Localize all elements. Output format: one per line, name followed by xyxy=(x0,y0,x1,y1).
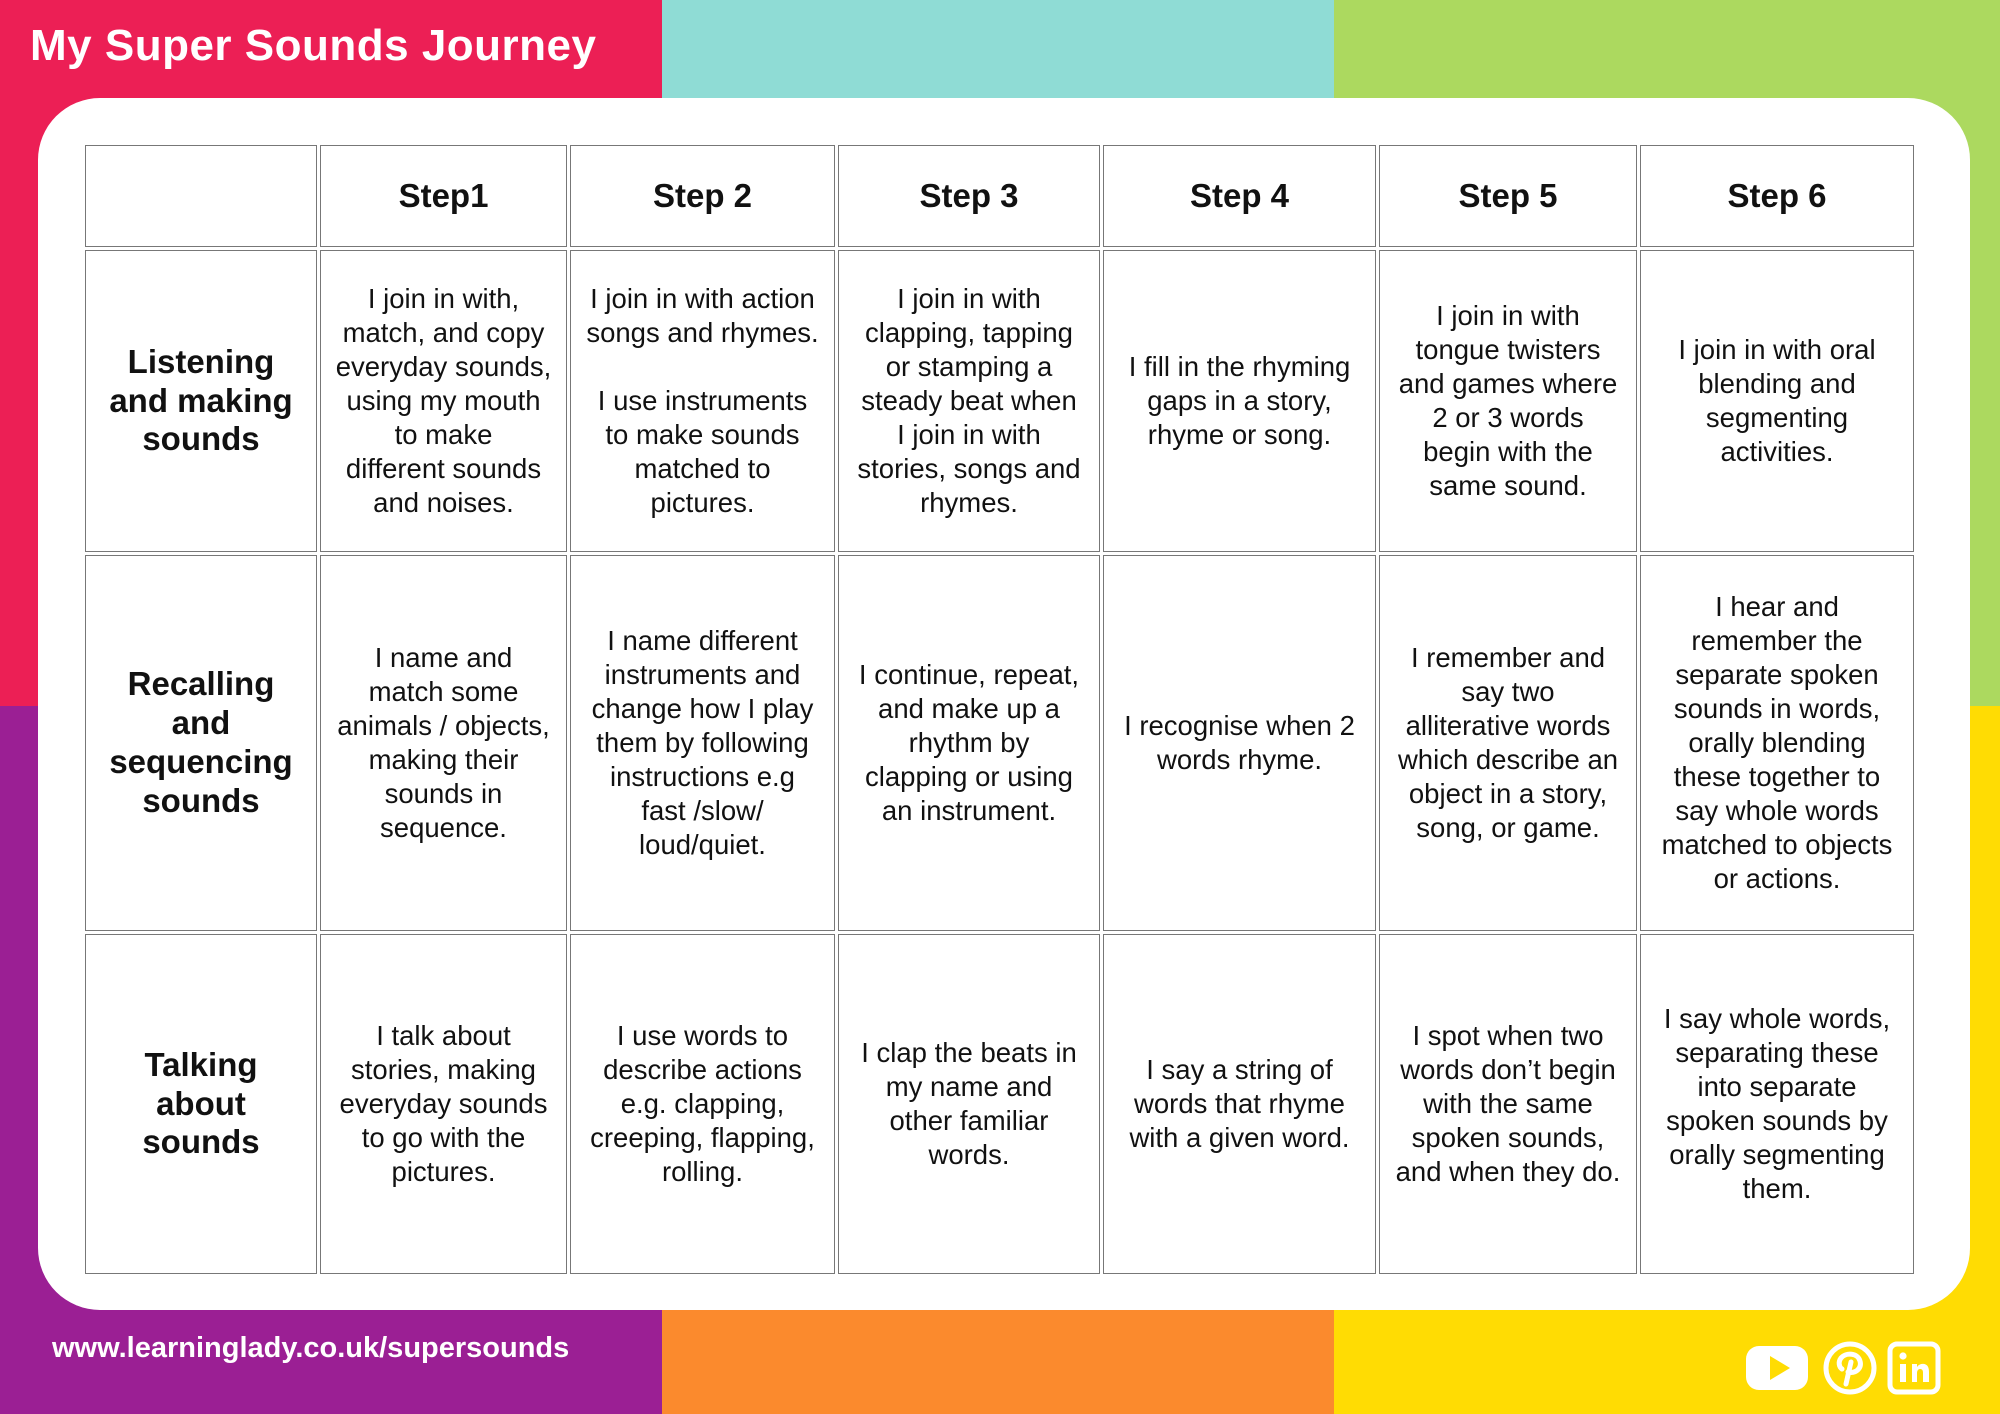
table-cell: I say a string of words that rhyme with a given word. xyxy=(1103,934,1376,1274)
table-cell: I fill in the rhyming gaps in a story, rhyme or song. xyxy=(1103,250,1376,552)
row-label-recalling: Recalling and sequencing sounds xyxy=(85,555,317,931)
page-title: My Super Sounds Journey xyxy=(30,21,597,70)
table-cell: I hear and remember the separate spoken sounds in words, orally blending these together to say whole words matched to objects or actions. xyxy=(1640,555,1914,931)
pinterest-icon[interactable] xyxy=(1822,1340,1878,1396)
corner-cell xyxy=(85,145,317,247)
header-step-6: Step 6 xyxy=(1640,145,1914,247)
row-label-talking: Talking about sounds xyxy=(85,934,317,1274)
table-cell: I join in with, match, and copy everyday sounds, using my mouth to make different sounds and noises. xyxy=(320,250,567,552)
table-cell: I say whole words, separating these into separate spoken sounds by orally segmenting them. xyxy=(1640,934,1914,1274)
footer-url-link[interactable]: www.learninglady.co.uk/supersounds xyxy=(52,1332,570,1364)
journey-table xyxy=(82,142,1917,1277)
table-cell: I recognise when 2 words rhyme. xyxy=(1103,555,1376,931)
youtube-icon[interactable] xyxy=(1744,1340,1810,1396)
table-cell: I name different instruments and change how I play them by following instructions e.g fast /slow/ loud/quiet. xyxy=(570,555,835,931)
table-cell: I name and match some animals / objects, making their sounds in sequence. xyxy=(320,555,567,931)
header-step-5: Step 5 xyxy=(1379,145,1637,247)
linkedin-icon[interactable] xyxy=(1886,1340,1942,1396)
table-row xyxy=(85,934,1914,1274)
table-cell: I join in with clapping, tapping or stamping a steady beat when I join in with stories, songs and rhymes. xyxy=(838,250,1100,552)
header-step-1: Step1 xyxy=(320,145,567,247)
table-cell: I remember and say two alliterative words which describe an object in a story, song, or game. xyxy=(1379,555,1637,931)
table-cell: I continue, repeat, and make up a rhythm by clapping or using an instrument. xyxy=(838,555,1100,931)
header-step-4: Step 4 xyxy=(1103,145,1376,247)
row-label-listening: Listening and making sounds xyxy=(85,250,317,552)
header-step-3: Step 3 xyxy=(838,145,1100,247)
table-cell: I join in with oral blending and segmenting activities. xyxy=(1640,250,1914,552)
table-cell: I clap the beats in my name and other familiar words. xyxy=(838,934,1100,1274)
table-cell: I use words to describe actions e.g. clapping, creeping, flapping, rolling. xyxy=(570,934,835,1274)
table-row xyxy=(85,555,1914,931)
table-cell: I spot when two words don’t begin with the same spoken sounds, and when they do. xyxy=(1379,934,1637,1274)
table-header-row xyxy=(85,145,1914,247)
table-cell: I join in with action songs and rhymes. I use instruments to make sounds matched to pictures. xyxy=(570,250,835,552)
header-step-2: Step 2 xyxy=(570,145,835,247)
table-cell: I join in with tongue twisters and games where 2 or 3 words begin with the same sound. xyxy=(1379,250,1637,552)
table-row xyxy=(85,250,1914,552)
table-cell: I talk about stories, making everyday sounds to go with the pictures. xyxy=(320,934,567,1274)
